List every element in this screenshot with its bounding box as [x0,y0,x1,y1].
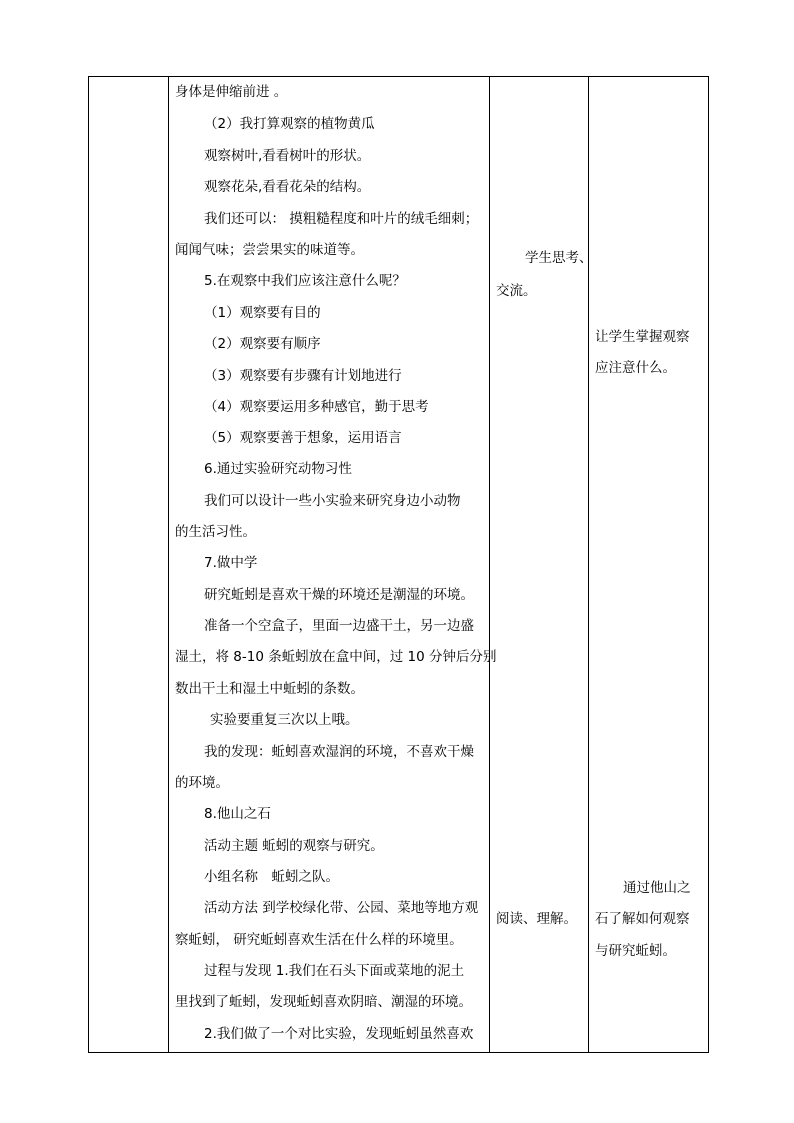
content-line: 里找到了蚯蚓，发现蚯蚓喜欢阴暗、潮湿的环境。 [175,994,472,1010]
content-line: 观察花朵,看看花朵的结构。 [204,179,371,195]
content-line: （5）观察要善于想象，运用语言 [204,430,402,446]
content-line: 6.通过实验研究动物习性 [204,461,352,477]
content-line: 准备一个空盒子，里面一边盛干土，另一边盛 [204,618,474,634]
student-activity-text: 阅读、理解。 [496,911,577,927]
content-line: 数出干土和湿土中蚯蚓的条数。 [175,681,364,697]
content-line: 5.在观察中我们应该注意什么呢？ [204,273,406,289]
lesson-table [88,76,709,1053]
design-intent-text: 让学生掌握观察 [595,329,690,345]
content-line: 我的发现：蚯蚓喜欢湿润的环境，不喜欢干燥 [204,744,474,760]
design-intent-text: 通过他山之 [623,880,691,896]
student-activity-cell [490,77,593,1053]
table-row [89,77,709,1053]
content-line: 7.做中学 [204,555,258,571]
content-line: （3）观察要有步骤有计划地进行 [204,368,402,384]
content-line: 活动主题 蚯蚓的观察与研究。 [204,838,384,854]
content-line: 8.他山之石 [204,806,271,822]
design-intent-text: 石了解如何观察 [595,911,690,927]
student-activity-text: 学生思考、 [525,250,593,266]
content-line: 观察树叶,看看树叶的形状。 [204,148,371,164]
content-line: 研究蚯蚓是喜欢干燥的环境还是潮湿的环境。 [204,587,474,603]
content-line: （2）观察要有顺序 [204,336,321,352]
content-line: （2）我打算观察的植物黄瓜 [204,116,375,132]
content-line: 过程与发现 1.我们在石头下面或菜地的泥土 [204,963,465,979]
content-line: 实验要重复三次以上哦。 [210,712,359,728]
content-line: 2.我们做了一个对比实验，发现蚯蚓虽然喜欢 [204,1026,474,1042]
design-intent-text: 与研究蚯蚓。 [595,943,676,959]
content-cell [169,77,497,1053]
content-line: 我们可以设计一些小实验来研究身边小动物 [204,493,461,509]
content-line: 的环境。 [175,775,229,791]
content-line: （4）观察要运用多种感官，勤于思考 [204,399,429,415]
content-line: 察蚯蚓， 研究蚯蚓喜欢生活在什么样的环境里。 [175,932,463,948]
content-line: 活动方法 到学校绿化带、公园、菜地等地方观 [204,900,479,916]
content-line: 湿土，将 8-10 条蚯蚓放在盒中间，过 10 分钟后分别 [175,649,497,665]
empty-cell [89,77,169,1053]
content-line: （1）观察要有目的 [204,305,321,321]
content-line: 小组名称 蚯蚓之队。 [204,869,339,885]
content-line: 的生活习性。 [175,524,256,540]
design-intent-text: 应注意什么。 [595,360,676,376]
content-line: 我们还可以： 摸粗糙程度和叶片的绒毛细刺； [204,211,479,227]
content-line: 闻闻气味；尝尝果实的味道等。 [175,242,364,258]
design-intent-cell [589,77,709,1053]
student-activity-text: 交流。 [496,283,537,299]
content-line: 身体是伸缩前进 。 [175,84,288,100]
